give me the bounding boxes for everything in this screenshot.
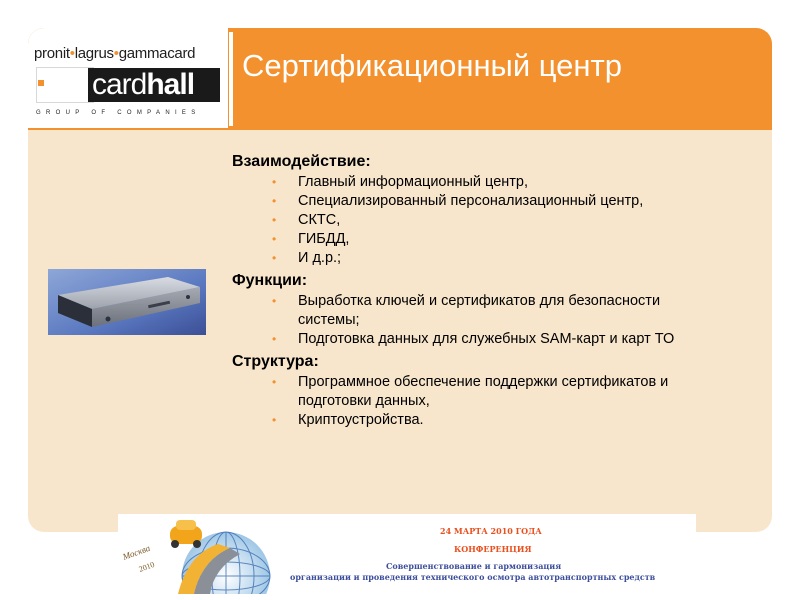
list-item: • И д.р.; [232, 249, 688, 268]
list-item: • Подготовка данных для служебных SAM-карт и карт ТО [232, 330, 688, 349]
logo-subtitle: GROUP OF COMPANIES [36, 110, 201, 116]
emblem-city-text: Москва [121, 542, 152, 562]
section-heading-functions: Функции: [232, 272, 308, 289]
conference-title-line2: организации и проведения технического осмотра автотранспортных средств [290, 572, 656, 582]
section-heading-structure: Структура: [232, 353, 319, 370]
list-item: • СКТС, [232, 211, 688, 230]
crypto-device-image [48, 269, 206, 335]
company-logo [28, 28, 228, 128]
list-item: • Выработка ключей и сертификатов для безопасности системы; [232, 292, 688, 330]
functions-list [232, 292, 732, 349]
conference-emblem [118, 514, 288, 594]
header-bar [28, 28, 772, 130]
list-item: • Специализированный персонализационный центр, [232, 192, 688, 211]
conference-label: КОНФЕРЕНЦИЯ [454, 544, 532, 554]
structure-list [232, 373, 732, 430]
conference-date: 24 МАРТА 2010 ГОДА [440, 526, 542, 536]
logo-wordmark: cardhall [92, 68, 195, 101]
conference-title-line1: Совершенствование и гармонизация [386, 561, 562, 571]
list-item: • ГИБДД, [232, 230, 688, 249]
interaction-list [232, 173, 732, 268]
section-heading-interaction: Взаимодействие: [232, 153, 371, 170]
slide-content [232, 152, 732, 433]
logo-card-icon [36, 67, 94, 103]
list-item: • Криптоустройства. [232, 411, 688, 430]
logo-brands: pronit•lagrus•gammacard [34, 45, 196, 62]
list-item: • Программное обеспечение поддержки сертификатов и подготовки данных, [232, 373, 688, 411]
list-item: • Главный информационный центр, [232, 173, 688, 192]
slide-title: Сертификационный центр [242, 48, 622, 83]
emblem-year-text: 2010 [137, 559, 156, 574]
header-divider [229, 32, 233, 126]
logo-square-icon [38, 80, 44, 86]
